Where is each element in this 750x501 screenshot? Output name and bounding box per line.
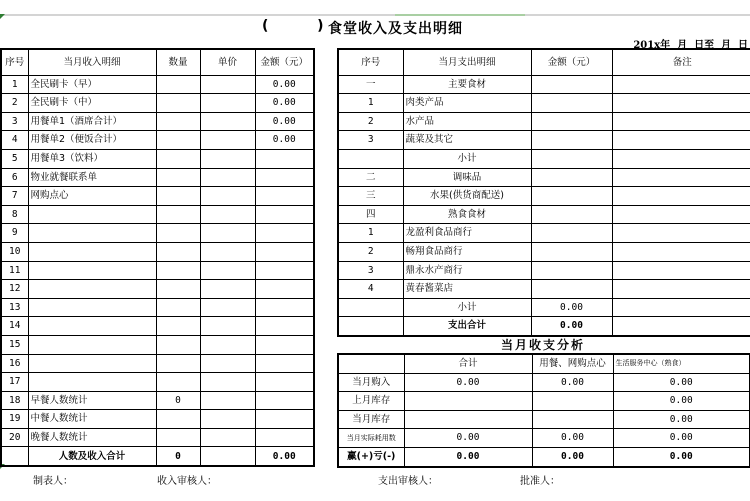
quantity-cell[interactable] (156, 428, 200, 447)
income-item-cell[interactable]: 晚餐人数统计 (28, 428, 156, 447)
remark-cell[interactable] (612, 75, 750, 94)
income-item-cell[interactable] (28, 298, 156, 317)
income-row (1, 242, 314, 261)
remark-cell[interactable] (612, 205, 750, 224)
row-number (338, 149, 403, 168)
income-row (1, 298, 314, 317)
expense-total-amount: 0.00 (531, 317, 612, 336)
row-number: 14 (1, 317, 28, 336)
amount-cell[interactable] (255, 410, 314, 429)
expense-item-cell[interactable]: 龙盈利食品商行 (403, 224, 531, 243)
analysis-total-cell[interactable] (404, 392, 532, 411)
analysis-total-cell[interactable] (404, 410, 532, 429)
income-item-cell[interactable]: 全民刷卡（中） (28, 94, 156, 113)
income-row (1, 149, 314, 168)
amount-cell[interactable] (531, 242, 612, 261)
expense-item-cell[interactable]: 小计 (403, 298, 531, 317)
remark-cell[interactable] (612, 168, 750, 187)
income-item-cell[interactable]: 全民刷卡（早） (28, 75, 156, 94)
income-row (1, 224, 314, 243)
analysis-header-row (338, 354, 750, 373)
col-header-unit-price: 单价 (200, 49, 255, 75)
row-number: 19 (1, 410, 28, 429)
blank-cell (1, 447, 28, 466)
expense-row (338, 298, 750, 317)
unit-price-cell[interactable] (200, 242, 255, 261)
amount-cell[interactable] (255, 261, 314, 280)
preparer-label: 制表人： (33, 476, 73, 487)
col-header-no: 序号 (1, 49, 28, 75)
analysis-meal-cell[interactable]: 0.00 (532, 373, 613, 392)
title-text: 食堂收入及支出明细 (328, 21, 463, 37)
unit-price-cell[interactable] (200, 373, 255, 392)
row-number: 6 (1, 168, 28, 187)
quantity-cell[interactable] (156, 187, 200, 206)
row-number: 1 (338, 224, 403, 243)
expense-item-cell[interactable]: 水产品 (403, 112, 531, 131)
expense-row (338, 187, 750, 206)
expense-row (338, 131, 750, 150)
row-number: 1 (1, 75, 28, 94)
quantity-cell[interactable] (156, 94, 200, 113)
row-number: 四 (338, 205, 403, 224)
unit-price-cell[interactable] (200, 131, 255, 150)
date-range: 201x年 月 日至 月 日 (633, 40, 748, 51)
row-number: 15 (1, 335, 28, 354)
income-item-cell[interactable]: 用餐单3（饮料） (28, 149, 156, 168)
analysis-meal-cell[interactable]: 0.00 (532, 447, 613, 466)
quantity-cell[interactable] (156, 168, 200, 187)
row-number: 13 (1, 298, 28, 317)
analysis-total-cell[interactable]: 0.00 (404, 429, 532, 448)
remark-cell[interactable] (612, 112, 750, 131)
analysis-meal-cell[interactable] (532, 410, 613, 429)
amount-cell[interactable]: 0.00 (255, 94, 314, 113)
quantity-cell[interactable] (156, 131, 200, 150)
quantity-cell[interactable] (156, 261, 200, 280)
quantity-cell[interactable] (156, 112, 200, 131)
remark-cell[interactable] (612, 298, 750, 317)
unit-price-cell[interactable] (200, 187, 255, 206)
amount-cell[interactable]: 0.00 (255, 131, 314, 150)
row-number: 12 (1, 280, 28, 299)
expense-row (338, 149, 750, 168)
col-header-amount: 金额（元） (255, 49, 314, 75)
income-row (1, 373, 314, 392)
total-unit-price (200, 447, 255, 466)
expense-header-row (338, 49, 750, 75)
row-number: 4 (338, 280, 403, 299)
expense-total-label: 支出合计 (403, 317, 531, 336)
unit-price-cell[interactable] (200, 149, 255, 168)
amount-cell[interactable] (255, 391, 314, 410)
expense-row (338, 94, 750, 113)
col-header-blank (338, 354, 404, 373)
amount-cell[interactable] (531, 224, 612, 243)
analysis-row-label: 赢(+)亏(-) (338, 447, 404, 466)
remark-cell[interactable] (612, 242, 750, 261)
analysis-title: 当月收支分析 (500, 338, 585, 352)
approver-label: 批准人： (520, 476, 560, 487)
analysis-meal-cell[interactable] (532, 392, 613, 411)
income-row (1, 187, 314, 206)
row-number: 一 (338, 75, 403, 94)
unit-price-cell[interactable] (200, 335, 255, 354)
amount-cell[interactable] (255, 224, 314, 243)
income-item-cell[interactable] (28, 373, 156, 392)
analysis-service-cell[interactable]: 0.00 (613, 429, 750, 448)
amount-cell[interactable] (255, 280, 314, 299)
amount-cell[interactable] (255, 187, 314, 206)
amount-cell[interactable] (531, 112, 612, 131)
total-amount: 0.00 (255, 447, 314, 466)
unit-price-cell[interactable] (200, 410, 255, 429)
total-quantity: 0 (156, 447, 200, 466)
expense-row (338, 261, 750, 280)
income-total-label: 人数及收入合计 (28, 447, 156, 466)
blank-cell (338, 317, 403, 336)
income-item-cell[interactable]: 中餐人数统计 (28, 410, 156, 429)
income-item-cell[interactable]: 早餐人数统计 (28, 391, 156, 410)
amount-cell[interactable] (255, 428, 314, 447)
amount-cell[interactable] (531, 131, 612, 150)
quantity-cell[interactable] (156, 298, 200, 317)
amount-cell[interactable] (255, 205, 314, 224)
income-item-cell[interactable] (28, 205, 156, 224)
analysis-row (338, 373, 750, 392)
row-number: 20 (1, 428, 28, 447)
analysis-row (338, 410, 750, 429)
col-header-total: 合计 (404, 354, 532, 373)
quantity-cell[interactable] (156, 373, 200, 392)
unit-price-cell[interactable] (200, 280, 255, 299)
unit-price-cell[interactable] (200, 261, 255, 280)
expense-row (338, 168, 750, 187)
row-number: 4 (1, 131, 28, 150)
income-item-cell[interactable] (28, 224, 156, 243)
expense-row (338, 242, 750, 261)
expense-item-cell[interactable]: 小计 (403, 149, 531, 168)
col-header-amount: 金额（元） (531, 49, 612, 75)
income-total-row (1, 447, 314, 466)
analysis-service-cell[interactable]: 0.00 (613, 447, 750, 466)
income-row (1, 112, 314, 131)
expense-row (338, 75, 750, 94)
expense-item-cell[interactable]: 水果(供货商配送) (403, 187, 531, 206)
unit-price-cell[interactable] (200, 317, 255, 336)
quantity-cell[interactable] (156, 75, 200, 94)
col-header-expense-item: 当月支出明细 (403, 49, 531, 75)
income-row (1, 280, 314, 299)
remark-cell[interactable] (612, 131, 750, 150)
row-number: 9 (1, 224, 28, 243)
income-row (1, 335, 314, 354)
unit-price-cell[interactable] (200, 168, 255, 187)
unit-price-cell[interactable] (200, 428, 255, 447)
amount-cell[interactable]: 0.00 (255, 75, 314, 94)
quantity-cell[interactable] (156, 354, 200, 373)
quantity-cell[interactable] (156, 242, 200, 261)
row-number: 10 (1, 242, 28, 261)
amount-cell[interactable] (531, 149, 612, 168)
unit-price-cell[interactable] (200, 205, 255, 224)
income-item-cell[interactable] (28, 354, 156, 373)
row-number: 11 (1, 261, 28, 280)
unit-price-cell[interactable] (200, 391, 255, 410)
analysis-service-cell[interactable]: 0.00 (613, 410, 750, 429)
analysis-row-label: 当月购入 (338, 373, 404, 392)
title-blank-paren: ( ) (262, 18, 324, 34)
remark-cell[interactable] (612, 261, 750, 280)
amount-cell[interactable] (531, 261, 612, 280)
amount-cell[interactable] (531, 280, 612, 299)
expense-row (338, 280, 750, 299)
col-header-income-item: 当月收入明细 (28, 49, 156, 75)
col-header-remark: 备注 (612, 49, 750, 75)
unit-price-cell[interactable] (200, 354, 255, 373)
analysis-service-cell[interactable]: 0.00 (613, 392, 750, 411)
col-header-quantity: 数量 (156, 49, 200, 75)
analysis-row-label: 当月库存 (338, 410, 404, 429)
row-number: 2 (338, 112, 403, 131)
amount-cell[interactable] (255, 335, 314, 354)
row-number: 3 (338, 131, 403, 150)
expense-item-cell[interactable]: 主要食材 (403, 75, 531, 94)
income-reviewer-label: 收入审核人： (157, 476, 217, 487)
income-row (1, 261, 314, 280)
row-number: 17 (1, 373, 28, 392)
income-item-cell[interactable] (28, 335, 156, 354)
quantity-cell[interactable] (156, 205, 200, 224)
remark-cell[interactable] (612, 187, 750, 206)
row-number: 2 (338, 242, 403, 261)
income-item-cell[interactable]: 网购点心 (28, 187, 156, 206)
income-row (1, 205, 314, 224)
expense-item-cell[interactable]: 畅翔食品商行 (403, 242, 531, 261)
amount-cell[interactable] (531, 187, 612, 206)
amount-cell[interactable] (255, 149, 314, 168)
income-row (1, 317, 314, 336)
expense-table (337, 48, 750, 337)
income-row (1, 131, 314, 150)
amount-cell[interactable] (255, 354, 314, 373)
income-item-cell[interactable] (28, 242, 156, 261)
expense-reviewer-label: 支出审核人： (378, 476, 438, 487)
income-item-cell[interactable]: 物业就餐联系单 (28, 168, 156, 187)
amount-cell[interactable]: 0.00 (531, 298, 612, 317)
amount-cell[interactable] (531, 94, 612, 113)
amount-cell[interactable] (255, 168, 314, 187)
unit-price-cell[interactable] (200, 298, 255, 317)
row-number: 3 (1, 112, 28, 131)
expense-item-cell[interactable]: 调味品 (403, 168, 531, 187)
quantity-cell[interactable] (156, 149, 200, 168)
row-number: 5 (1, 149, 28, 168)
income-row (1, 428, 314, 447)
expense-item-cell[interactable]: 蔬菜及其它 (403, 131, 531, 150)
row-number: 7 (1, 187, 28, 206)
page-title (0, 16, 750, 38)
analysis-meal-cell[interactable]: 0.00 (532, 429, 613, 448)
expense-row (338, 112, 750, 131)
income-table (0, 48, 315, 467)
income-item-cell[interactable]: 用餐单1（酒席合计） (28, 112, 156, 131)
expense-item-cell[interactable]: 肉类产品 (403, 94, 531, 113)
analysis-table (337, 353, 750, 468)
unit-price-cell[interactable] (200, 75, 255, 94)
expense-row (338, 205, 750, 224)
amount-cell[interactable] (531, 205, 612, 224)
analysis-total-cell[interactable]: 0.00 (404, 373, 532, 392)
analysis-row-label: 上月库存 (338, 392, 404, 411)
analysis-row (338, 447, 750, 466)
analysis-row (338, 392, 750, 411)
quantity-cell[interactable] (156, 280, 200, 299)
expense-item-cell[interactable]: 熟食食材 (403, 205, 531, 224)
income-item-cell[interactable] (28, 261, 156, 280)
income-row (1, 354, 314, 373)
amount-cell[interactable] (255, 298, 314, 317)
amount-cell[interactable] (531, 168, 612, 187)
analysis-row (338, 429, 750, 448)
quantity-cell[interactable]: 0 (156, 391, 200, 410)
income-row (1, 75, 314, 94)
row-number (338, 298, 403, 317)
remark-cell[interactable] (612, 94, 750, 113)
amount-cell[interactable]: 0.00 (255, 112, 314, 131)
col-header-no: 序号 (338, 49, 403, 75)
quantity-cell[interactable] (156, 410, 200, 429)
income-row (1, 410, 314, 429)
remark-cell[interactable] (612, 224, 750, 243)
row-number: 16 (1, 354, 28, 373)
unit-price-cell[interactable] (200, 224, 255, 243)
amount-cell[interactable] (255, 373, 314, 392)
row-number: 2 (1, 94, 28, 113)
income-row (1, 94, 314, 113)
remark-cell[interactable] (612, 149, 750, 168)
quantity-cell[interactable] (156, 317, 200, 336)
analysis-service-cell[interactable]: 0.00 (613, 373, 750, 392)
amount-cell[interactable] (255, 242, 314, 261)
unit-price-cell[interactable] (200, 112, 255, 131)
row-number: 18 (1, 391, 28, 410)
quantity-cell[interactable] (156, 335, 200, 354)
row-number: 三 (338, 187, 403, 206)
expense-total-row (338, 317, 750, 336)
income-item-cell[interactable] (28, 317, 156, 336)
amount-cell[interactable] (255, 317, 314, 336)
analysis-row-label: 当月实际耗用数 (338, 429, 404, 448)
income-item-cell[interactable] (28, 280, 156, 299)
col-header-meal-snack: 用餐、网购点心 (532, 354, 613, 373)
income-row (1, 168, 314, 187)
row-number: 3 (338, 261, 403, 280)
col-header-service-center: 生活服务中心（熟食） (613, 354, 750, 373)
income-header-row (1, 49, 314, 75)
expense-item-cell[interactable]: 黄春酱菜店 (403, 280, 531, 299)
expense-item-cell[interactable]: 鼎永水产商行 (403, 261, 531, 280)
income-row (1, 391, 314, 410)
amount-cell[interactable] (531, 75, 612, 94)
expense-total-remark (612, 317, 750, 336)
expense-row (338, 224, 750, 243)
quantity-cell[interactable] (156, 224, 200, 243)
row-number: 二 (338, 168, 403, 187)
income-item-cell[interactable]: 用餐单2（便饭合计） (28, 131, 156, 150)
row-number: 8 (1, 205, 28, 224)
row-number: 1 (338, 94, 403, 113)
remark-cell[interactable] (612, 280, 750, 299)
analysis-total-cell[interactable]: 0.00 (404, 447, 532, 466)
unit-price-cell[interactable] (200, 94, 255, 113)
